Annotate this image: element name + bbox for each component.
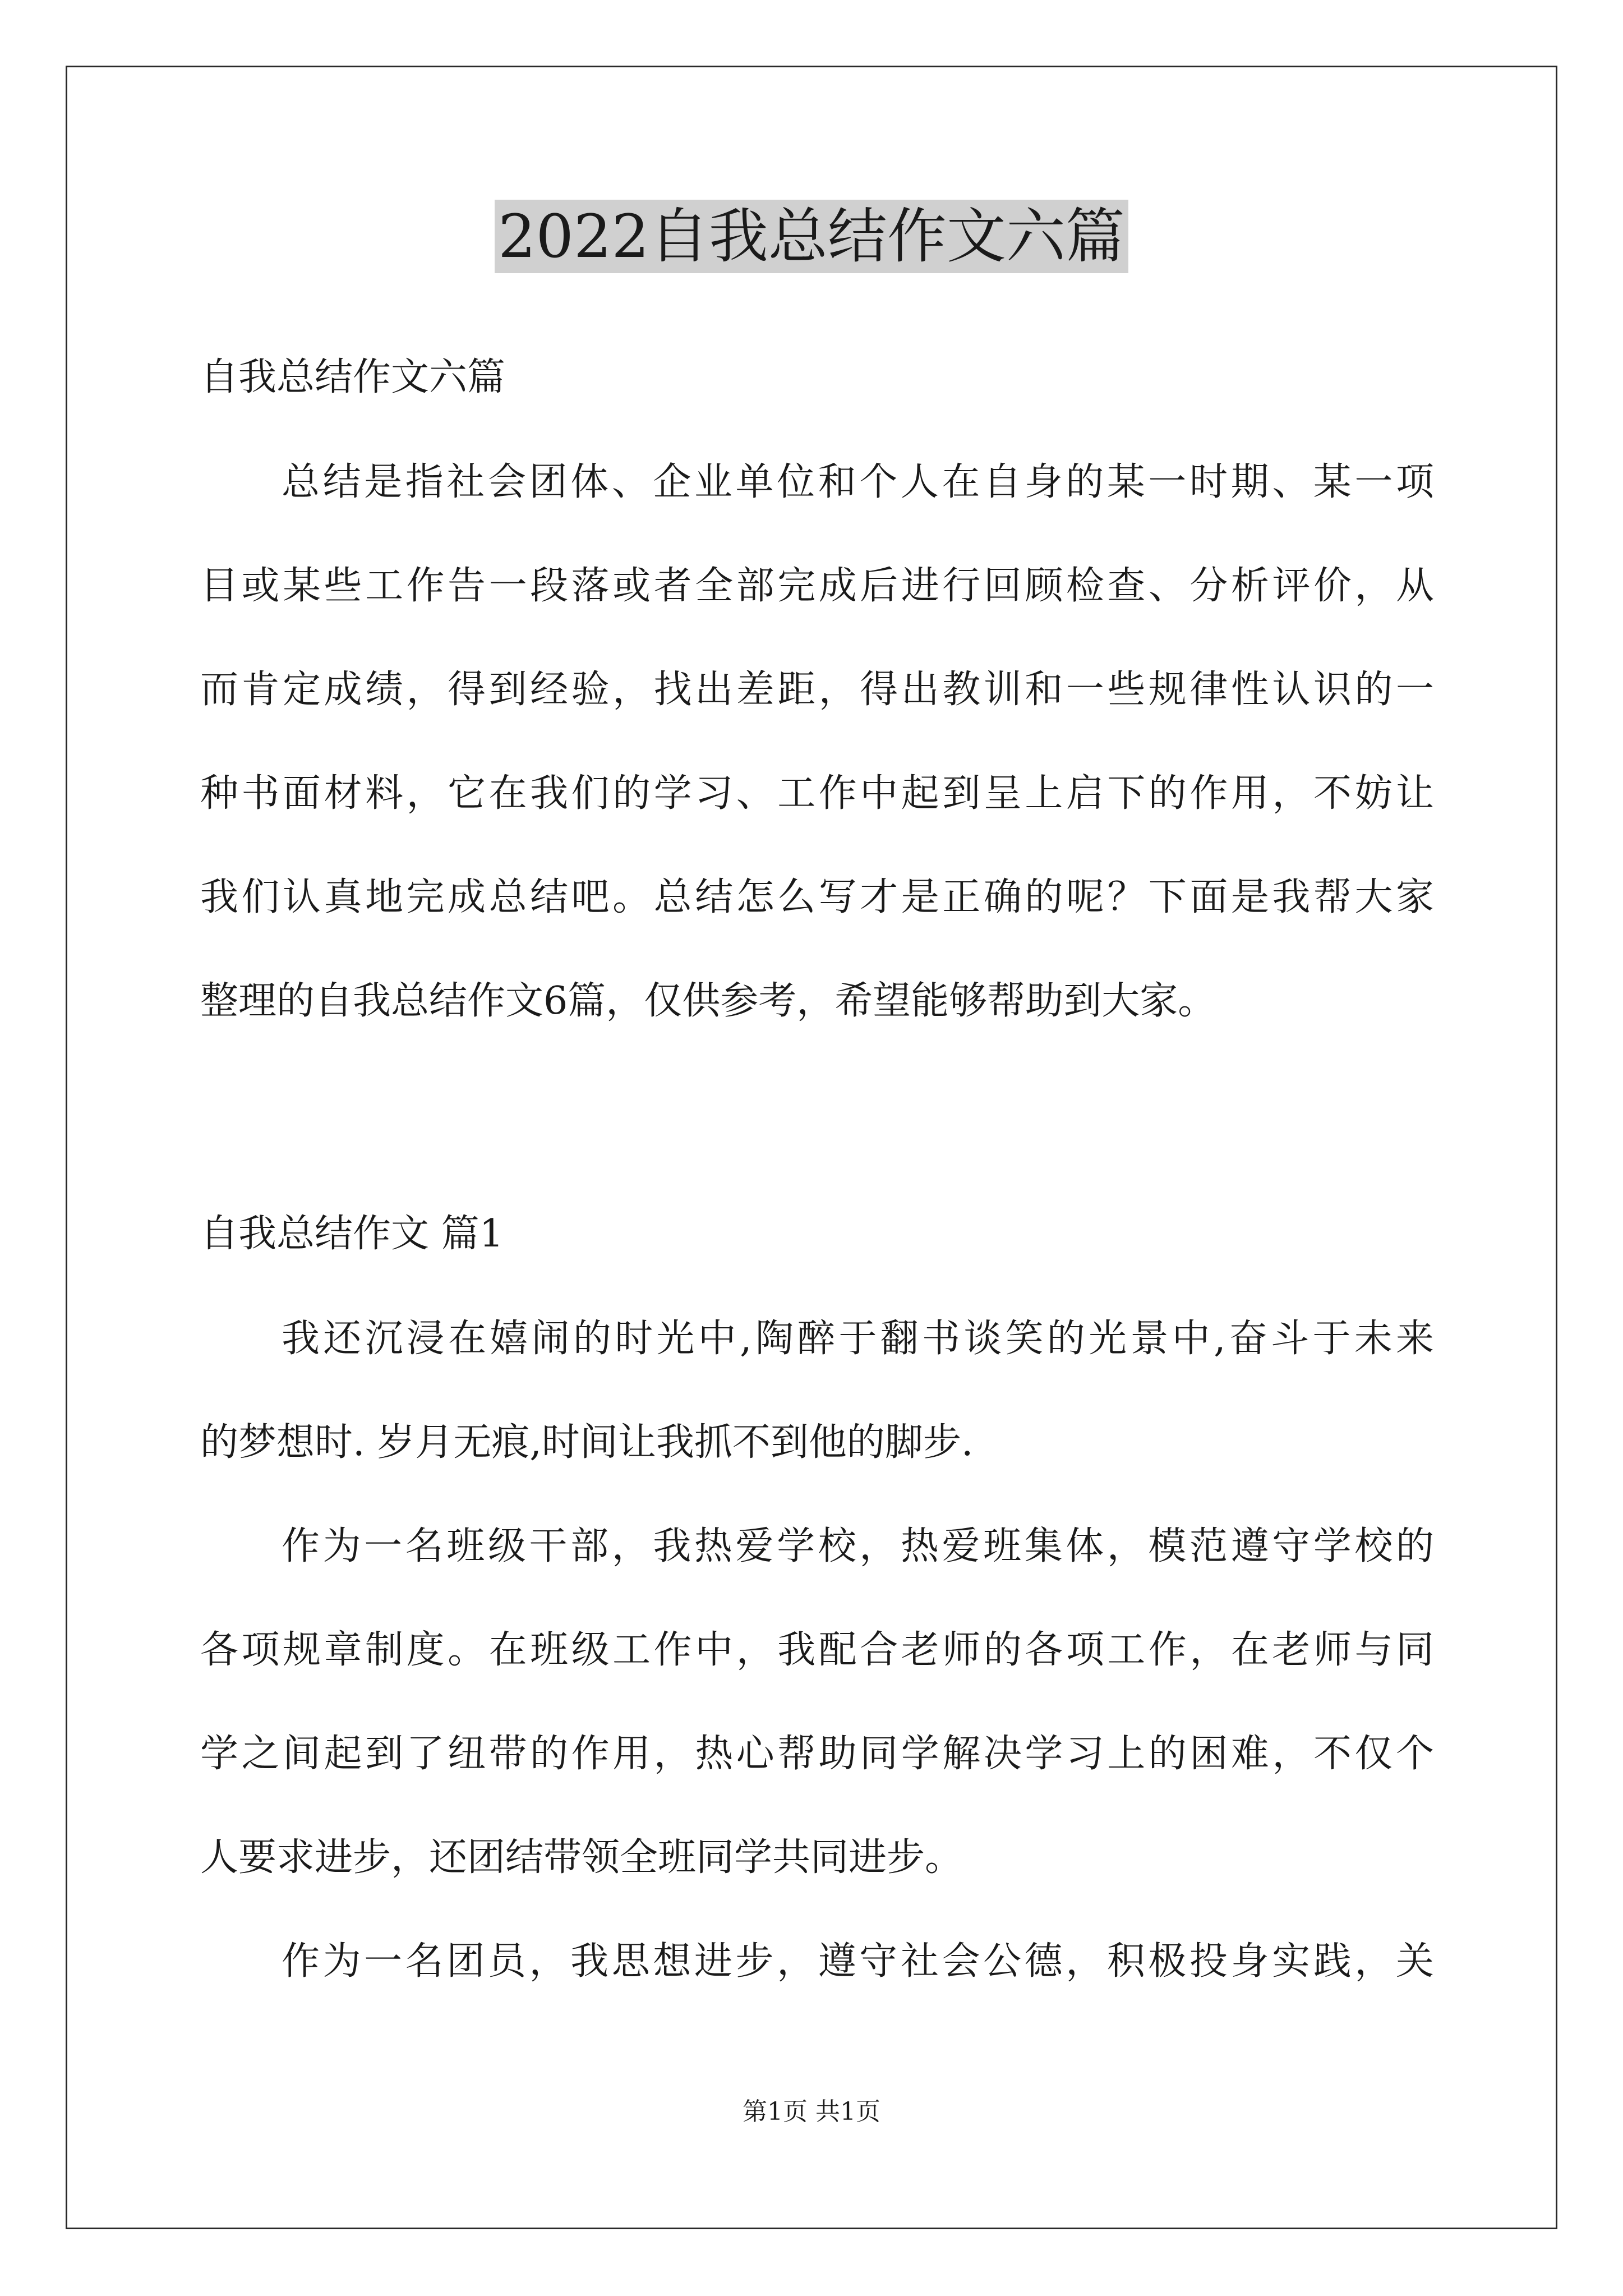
- section1-line-4: 各项规章制度。在班级工作中，我配合老师的各项工作，在老师与同: [200, 1628, 1434, 1672]
- intro-line-1: 总结是指社会团体、企业单位和个人在自身的某一时期、某一项: [282, 460, 1434, 504]
- section1-line-2: 的梦想时. 岁月无痕,时间让我抓不到他的脚步.: [200, 1420, 974, 1465]
- intro-line-6: 整理的自我总结作文6篇，仅供参考，希望能够帮助到大家。: [200, 979, 1216, 1023]
- document-subtitle: 自我总结作文六篇: [200, 355, 506, 399]
- section1-line-3: 作为一名班级干部，我热爱学校，热爱班集体，模范遵守学校的: [282, 1524, 1434, 1568]
- section1-line-7: 作为一名团员，我思想进步，遵守社会公德，积极投身实践，关: [282, 1939, 1434, 1984]
- document-title: [0, 197, 1623, 276]
- section1-line-5: 学之间起到了纽带的作用，热心帮助同学解决学习上的困难，不仅个: [200, 1732, 1434, 1776]
- intro-line-4: 种书面材料，它在我们的学习、工作中起到呈上启下的作用，不妨让: [200, 771, 1434, 816]
- document-title-text: 2022自我总结作文六篇: [495, 200, 1128, 273]
- section1-line-1: 我还沉浸在嬉闹的时光中,陶醉于翻书谈笑的光景中,奋斗于未来: [282, 1317, 1434, 1361]
- section1-heading: 自我总结作文 篇1: [200, 1212, 504, 1256]
- page-footer: 第1页 共1页: [743, 2097, 880, 2126]
- intro-line-5: 我们认真地完成总结吧。总结怎么写才是正确的呢？下面是我帮大家: [200, 875, 1434, 919]
- intro-line-2: 目或某些工作告一段落或者全部完成后进行回顾检查、分析评价，从: [200, 564, 1434, 608]
- intro-line-3: 而肯定成绩，得到经验，找出差距，得出教训和一些规律性认识的一: [200, 668, 1434, 712]
- section1-line-6: 人要求进步，还团结带领全班同学共同进步。: [200, 1835, 963, 1880]
